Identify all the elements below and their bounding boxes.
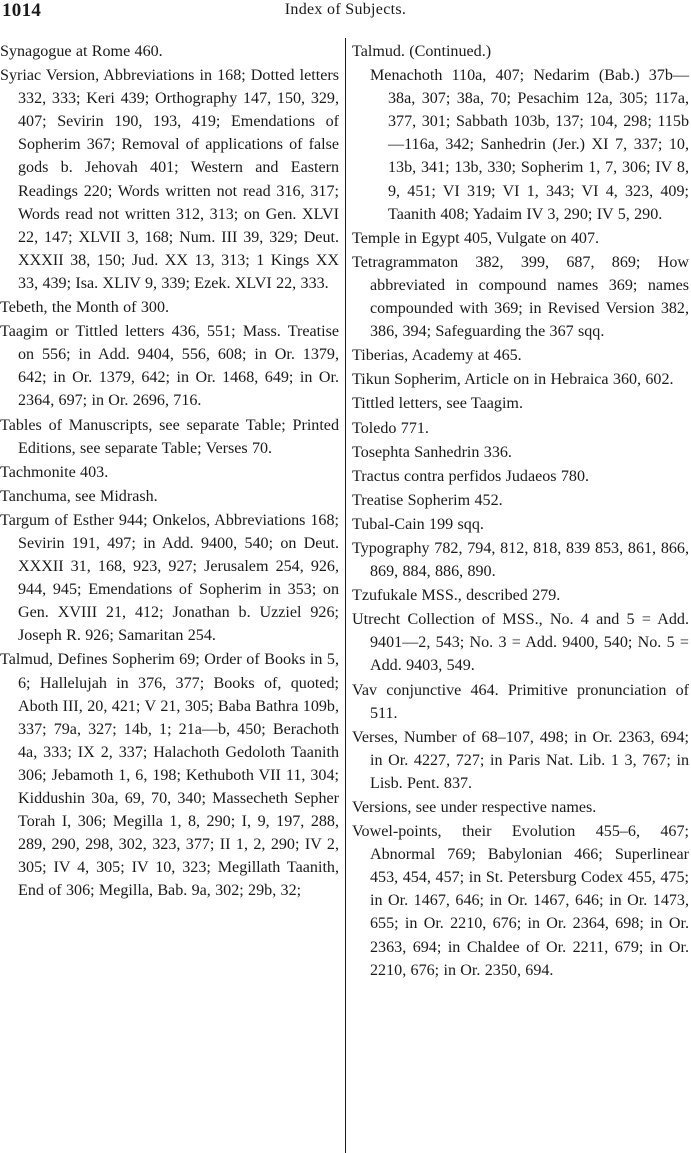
index-entry: Talmud, Defines Sopherim 69; Order of Books in 5, 6; Hallelujah in 376, 377; Books of, quoted; Aboth III, 20, 421; V 21, 305; Baba Bathra 109b, 337; 79a, 327; 14b, 1; 21a—b, 450; Berachoth 4a, 333; IX 2, 337; Halachoth Gedoloth Taanith 306; Jebamoth 1, 6, 198; Kethuboth VII 11, 304; Kiddushin 30a, 69, 70, 340; Massecheth Sepher Torah I, 306; Megilla 1, 8, 290; I, 9, 197, 288, 289, 290, 298, 302, 323, 377; II 1, 2, 290; IV 2, 305; IV 4, 305; IV 10, 323; Megillath Taanith, End of 306; Megilla, Bab. 9a, 302; 29b, 32; <box>0 651 339 900</box>
index-entry: Synagogue at Rome 460. <box>0 43 163 60</box>
index-entry: Tubal-Cain 199 sqq. <box>352 515 484 533</box>
index-entry: Vowel-points, their Evolution 455–6, 467; Abnormal 769; Babylonian 466; Superlinear 453, 454, 457; in St. Petersburg Codex 455, 475; in Or. 1467, 646; in Or. 1467, 646; in Or. 1473, 655; in Or. 2210, 676; in Or. 2364, 698; in Or. 2363, 694; in Chaldee of Or. 2211, 679; in Or. 2210, 676; in Or. 2350, 694. <box>352 823 689 979</box>
index-entry: Tanchuma, see Midrash. <box>0 487 158 505</box>
index-entry: Verses, Number of 68–107, 498; in Or. 2363, 694; in Or. 4227, 727; in Paris Nat. Lib. 1 3, 767; in Lisb. Pent. 837. <box>352 728 689 792</box>
index-entry: Typography 782, 794, 812, 818, 839 853, 861, 866, 869, 884, 886, 890. <box>352 539 689 581</box>
left-column <box>0 40 339 903</box>
index-entry: Tebeth, the Month of 300. <box>0 299 170 317</box>
index-entry: Tiberias, Academy at 465. <box>352 347 522 365</box>
index-entry: Treatise Sopherim 452. <box>352 491 503 509</box>
index-entry-heading: Talmud. (Continued.) <box>352 43 492 60</box>
page-number: 1014 <box>2 0 42 21</box>
index-entry: Syriac Version, Abbreviations in 168; Dotted letters 332, 333; Keri 439; Orthography 147, 150, 329, 407; Sevirin 190, 193, 419; Emendations of Sopherim 367; Removal of applications of false gods b. Jehovah 401; Western and Eastern Readings 220; Words written not read 316, 317; Words read not written 312, 313; on Gen. XLVI 22, 147; XLVII 3, 168; Num. III 39, 329; Deut. XXXII 38, 150; Jud. XX 13, 313; 1 Kings XX 33, 439; Isa. XLIV 9, 339; Ezek. XLVI 22, 333. <box>0 67 339 292</box>
index-entry: Tzufukale MSS., described 279. <box>352 587 561 605</box>
index-entry: Toledo 771. <box>352 419 429 437</box>
column-divider <box>345 38 346 1153</box>
index-entry: Tables of Manuscripts, see separate Table; Printed Editions, see separate Table; Verses 70. <box>0 416 339 457</box>
index-entry: Tosephta Sanhedrin 336. <box>352 443 512 461</box>
index-entry: Utrecht Collection of MSS., No. 4 and 5 = Add. 9401—2, 543; No. 3 = Add. 9400, 540; No. 5 = Add. 9403, 549. <box>352 611 689 675</box>
running-title: Index of Subjects. <box>284 1 407 18</box>
index-entry: Taagim or Tittled letters 436, 551; Mass. Treatise on 556; in Add. 9404, 556, 608; in Or. 1379, 642; in Or. 1379, 642; in Or. 1468, 649; in Or. 2364, 697; in Or. 2696, 716. <box>0 323 339 410</box>
index-entry: Vav conjunctive 464. Primitive pronunciation of 511. <box>352 681 689 722</box>
index-entry: Temple in Egypt 405, Vulgate on 407. <box>352 229 600 247</box>
index-entry: Tikun Sopherim, Article on in Hebraica 360, 602. <box>352 371 674 389</box>
index-entry: Targum of Esther 944; Onkelos, Abbreviations 168; Sevirin 191, 497; in Add. 9400, 540; on Deut. XXXII 31, 168, 923, 927; Jerusalem 254, 926, 944, 945; Emendations of Sopherim in 353; on Gen. XVIII 21, 412; Jonathan b. Uzziel 926; Joseph R. 926; Samaritan 254. <box>0 511 339 645</box>
index-entry: Versions, see under respective names. <box>352 799 597 816</box>
right-column <box>352 40 689 983</box>
index-entry: Tachmonite 403. <box>0 463 109 481</box>
index-entry: Tittled letters, see Taagim. <box>352 395 523 413</box>
index-entry: Tractus contra perfidos Judaeos 780. <box>352 467 590 485</box>
index-entry: Tetragrammaton 382, 399, 687, 869; How abbreviated in compound names 369; names compounded with 369; in Revised Version 382, 386, 394; Safeguarding the 367 sqq. <box>352 253 689 341</box>
page-header <box>0 0 691 26</box>
index-subentry: Menachoth 110a, 407; Nedarim (Bab.) 37b—38a, 307; 38a, 70; Pesachim 12a, 305; 117a, 377, 301; Sabbath 103b, 137; 104, 298; 115b—116a, 342; Sanhedrin (Jer.) XI 7, 337; 10, 13b, 341; 13b, 330; Sopherim 1, 7, 306; IV 8, 9, 451; VI 319; VI 1, 343; VI 4, 323, 409; Taanith 408; Yadaim IV 3, 290; IV 5, 290. <box>370 67 689 223</box>
